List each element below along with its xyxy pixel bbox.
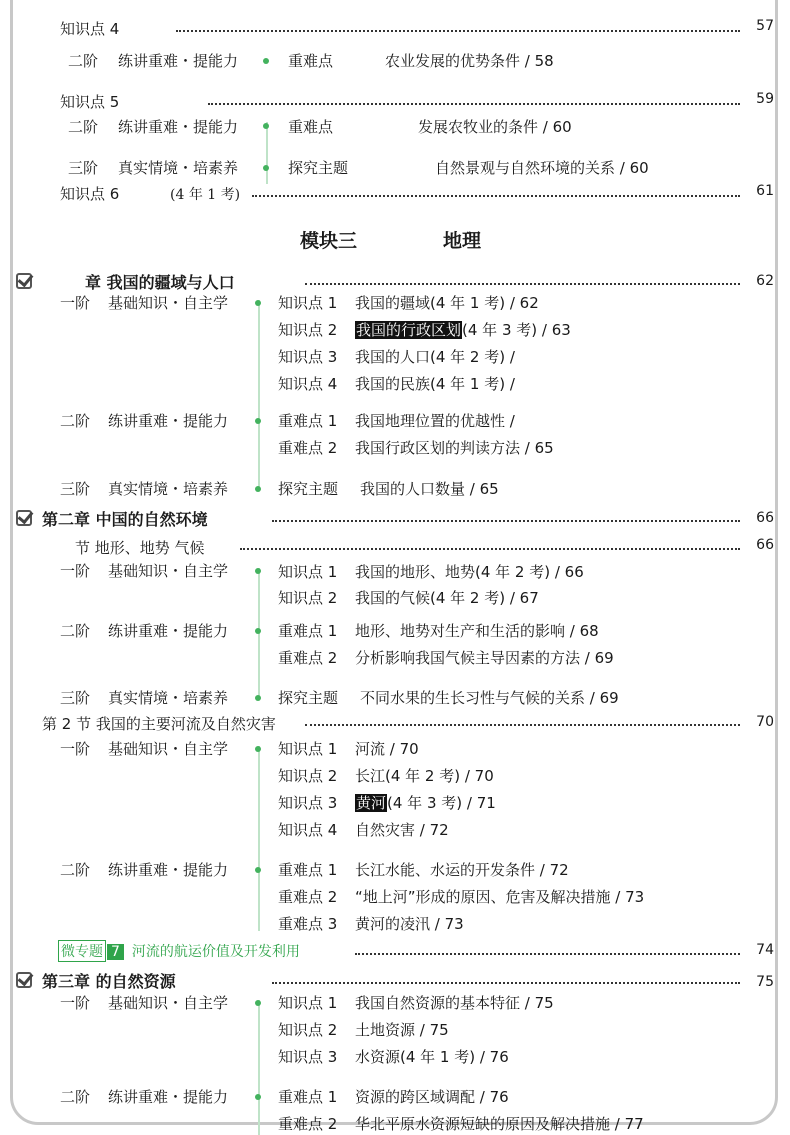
stage-name: 练讲重难・提能力: [108, 1088, 229, 1106]
stage-label: 二阶: [68, 52, 99, 70]
leader-dots: [272, 520, 740, 522]
knowledge-point-label: 知识点 2: [278, 321, 338, 339]
knowledge-point-label: 知识点 4: [278, 821, 338, 839]
key-point-label: 重难点 2: [278, 439, 338, 457]
timeline-dot: [263, 58, 269, 64]
stage-name: 真实情境・培素养: [118, 159, 239, 177]
timeline-dot: [255, 568, 261, 574]
module-title: 模块三: [300, 230, 358, 252]
key-point-text: 黄河的凌汛 / 73: [355, 915, 464, 933]
page-number: 70: [756, 714, 774, 730]
key-point-label: 重难点 2: [278, 649, 338, 667]
item-text: 农业发展的优势条件 / 58: [385, 52, 554, 70]
key-point-text: 我国地理位置的优越性 /: [355, 412, 515, 430]
kp5-label: 知识点 5: [60, 93, 120, 111]
key-point-text: “地上河”形成的原因、危害及解决措施 / 73: [355, 888, 645, 906]
stage-name: 练讲重难・提能力: [118, 118, 239, 136]
page-number: 61: [756, 183, 774, 199]
stage-label: 三阶: [68, 159, 99, 177]
page-number: 59: [756, 91, 774, 107]
checkbox-icon[interactable]: [16, 972, 32, 988]
item-label: 探究主题: [288, 159, 349, 177]
timeline-dot: [255, 695, 261, 701]
highlighted-text: 黄河: [356, 794, 387, 812]
special-topic-title: 河流的航运价值及开发利用: [131, 944, 300, 960]
knowledge-point-label: 知识点 2: [278, 589, 338, 607]
key-point-label: 重难点 1: [278, 412, 338, 430]
special-topic[interactable]: [58, 940, 300, 962]
timeline-line: [258, 300, 260, 490]
stage-name: 基础知识・自主学: [108, 562, 229, 580]
chapter-title: 第二章 中国的自然环境: [42, 510, 208, 529]
timeline-line: [258, 1000, 260, 1135]
key-point-text: 分析影响我国气候主导因素的方法 / 69: [355, 649, 614, 667]
knowledge-point-label: 知识点 4: [278, 375, 338, 393]
leader-dots: [272, 982, 740, 984]
timeline-dot: [255, 867, 261, 873]
knowledge-point-text: 我国的民族(4 年 1 考) /: [355, 375, 515, 393]
leader-dots: [252, 195, 740, 197]
highlighted-text: 我国的行政区划: [356, 321, 462, 339]
chapter-title: 章 我国的疆域与人口: [85, 273, 235, 292]
stage-name: 真实情境・培素养: [108, 689, 229, 707]
page-number: 66: [756, 510, 774, 526]
knowledge-point-text: 我国的人口(4 年 2 考) /: [355, 348, 515, 366]
inquiry-text: 不同水果的生长习性与气候的关系 / 69: [360, 689, 619, 707]
knowledge-point-label: 知识点 3: [278, 794, 338, 812]
key-point-label: 重难点 2: [278, 1115, 338, 1133]
timeline-dot: [255, 486, 261, 492]
key-point-label: 重难点 3: [278, 915, 338, 933]
stage-name: 练讲重难・提能力: [108, 861, 229, 879]
chapter-title: 第三章 的自然资源: [42, 972, 176, 991]
stage-label: 一阶: [60, 994, 91, 1012]
timeline-dot: [255, 300, 261, 306]
leader-dots: [208, 103, 740, 105]
item-label: 重难点: [288, 118, 334, 136]
stage-label: 二阶: [60, 861, 91, 879]
timeline-dot: [255, 418, 261, 424]
knowledge-point-label: 知识点 1: [278, 563, 338, 581]
leader-dots: [240, 548, 740, 550]
timeline-dot: [255, 746, 261, 752]
stage-label: 一阶: [60, 294, 91, 312]
key-point-label: 重难点 1: [278, 1088, 338, 1106]
leader-dots: [176, 30, 740, 32]
checkbox-icon[interactable]: [16, 273, 32, 289]
key-point-label: 重难点 2: [278, 888, 338, 906]
knowledge-point-label: 知识点 2: [278, 1021, 338, 1039]
leader-dots: [305, 283, 740, 285]
stage-label: 二阶: [60, 1088, 91, 1106]
stage-label: 二阶: [68, 118, 99, 136]
key-point-text: 地形、地势对生产和生活的影响 / 68: [355, 622, 599, 640]
page-number: 74: [756, 942, 774, 958]
page-number: 66: [756, 537, 774, 553]
knowledge-point-label: 知识点 3: [278, 1048, 338, 1066]
stage-label: 二阶: [60, 622, 91, 640]
section-title: 第 2 节 我国的主要河流及自然灾害: [42, 715, 276, 733]
key-point-label: 重难点 1: [278, 861, 338, 879]
knowledge-point-text: 我国的行政区划(4 年 3 考) / 63: [356, 321, 571, 339]
module-subject: 地理: [443, 230, 482, 252]
stage-name: 练讲重难・提能力: [108, 622, 229, 640]
timeline-dot: [255, 628, 261, 634]
leader-dots: [355, 953, 740, 955]
knowledge-point-label: 知识点 1: [278, 740, 338, 758]
exam-frequency: (4 年 1 考): [170, 187, 241, 203]
inquiry-label: 探究主题: [278, 480, 339, 498]
leader-dots: [305, 724, 740, 726]
stage-name: 基础知识・自主学: [108, 740, 229, 758]
stage-label: 三阶: [60, 689, 91, 707]
page-number: 62: [756, 273, 774, 289]
knowledge-point-label: 知识点 2: [278, 767, 338, 785]
knowledge-point-text: 自然灾害 / 72: [355, 821, 449, 839]
stage-name: 练讲重难・提能力: [118, 52, 239, 70]
stage-name: 练讲重难・提能力: [108, 412, 229, 430]
item-text: 发展农牧业的条件 / 60: [418, 118, 572, 136]
knowledge-point-text: 我国自然资源的基本特征 / 75: [355, 994, 554, 1012]
knowledge-point-text: 黄河(4 年 3 考) / 71: [356, 794, 496, 812]
kp6-label: 知识点 6: [60, 185, 120, 203]
stage-name: 基础知识・自主学: [108, 294, 229, 312]
knowledge-point-text: 长江(4 年 2 考) / 70: [355, 767, 494, 785]
stage-label: 一阶: [60, 740, 91, 758]
stage-label: 一阶: [60, 562, 91, 580]
stage-label: 三阶: [60, 480, 91, 498]
special-topic-box: 微专题: [58, 940, 106, 962]
timeline-dot: [255, 1000, 261, 1006]
stage-label: 二阶: [60, 412, 91, 430]
item-label: 重难点: [288, 52, 334, 70]
item-text: 自然景观与自然环境的关系 / 60: [435, 159, 649, 177]
inquiry-label: 探究主题: [278, 689, 339, 707]
page-number: 57: [756, 18, 774, 34]
knowledge-point-text: 我国的疆域(4 年 1 考) / 62: [355, 294, 539, 312]
knowledge-point-label: 知识点 3: [278, 348, 338, 366]
key-point-text: 我国行政区划的判读方法 / 65: [355, 439, 554, 457]
key-point-text: 长江水能、水运的开发条件 / 72: [355, 861, 569, 879]
stage-name: 真实情境・培素养: [108, 480, 229, 498]
knowledge-point-text: 河流 / 70: [355, 740, 419, 758]
timeline-dot: [263, 123, 269, 129]
key-point-label: 重难点 1: [278, 622, 338, 640]
special-topic-number: 7: [107, 944, 124, 960]
knowledge-point-label: 知识点 1: [278, 294, 338, 312]
knowledge-point-text: 水资源(4 年 1 考) / 76: [355, 1048, 509, 1066]
timeline-line: [266, 122, 268, 184]
stage-name: 基础知识・自主学: [108, 994, 229, 1012]
timeline-dot: [263, 165, 269, 171]
section-title: 节 地形、地势 气候: [75, 539, 205, 557]
checkbox-icon[interactable]: [16, 510, 32, 526]
inquiry-text: 我国的人口数量 / 65: [360, 480, 499, 498]
timeline-dot: [255, 1094, 261, 1100]
timeline-line: [258, 746, 260, 931]
knowledge-point-text: 我国的地形、地势(4 年 2 考) / 66: [355, 563, 584, 581]
key-point-text: 资源的跨区域调配 / 76: [355, 1088, 509, 1106]
knowledge-point-text: 我国的气候(4 年 2 考) / 67: [355, 589, 539, 607]
knowledge-point-text: 土地资源 / 75: [355, 1021, 449, 1039]
knowledge-point-label: 知识点 1: [278, 994, 338, 1012]
kp4-label: 知识点 4: [60, 20, 120, 38]
key-point-text: 华北平原水资源短缺的原因及解决措施 / 77: [355, 1115, 644, 1133]
page-number: 75: [756, 974, 774, 990]
